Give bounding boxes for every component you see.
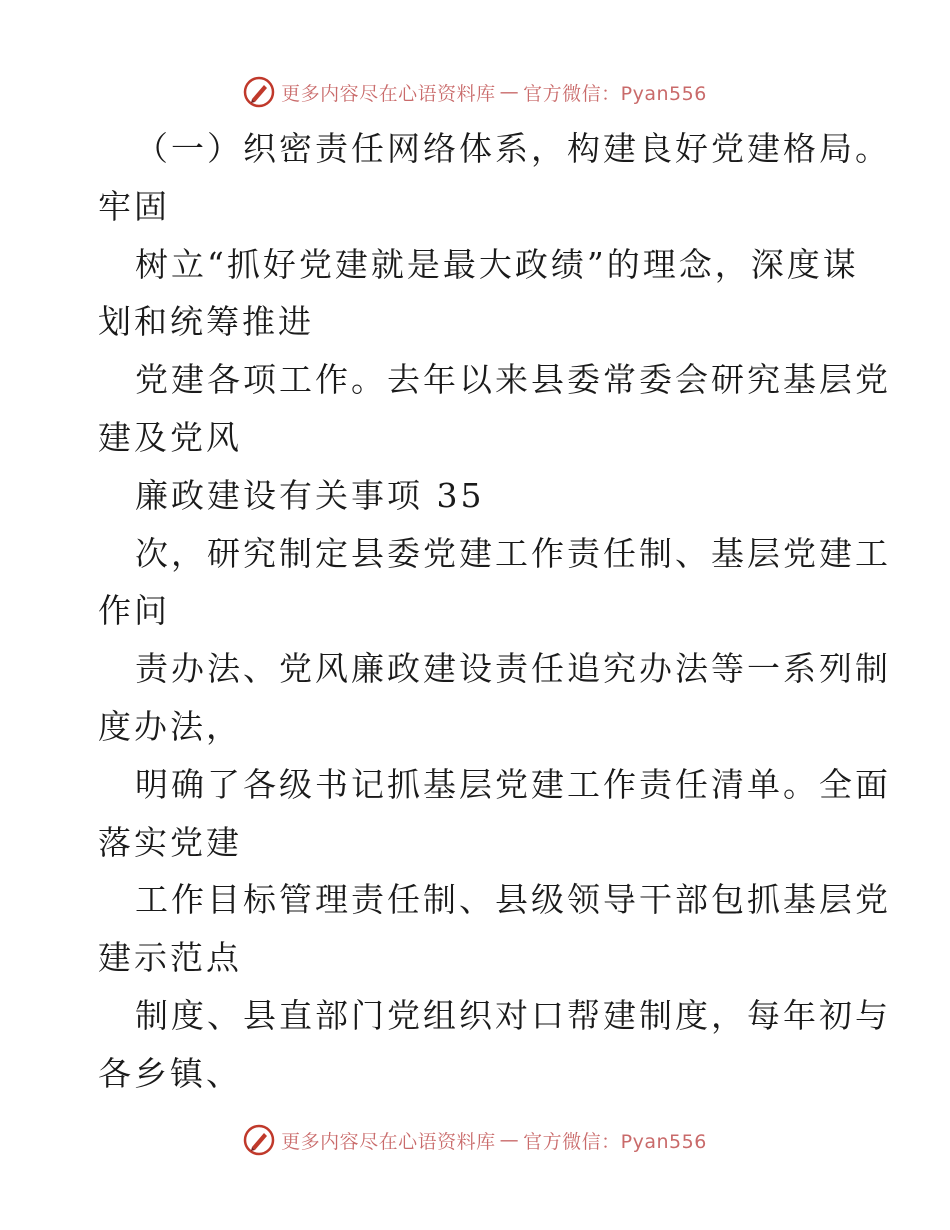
paragraph-line: 各乡镇、 [98,1053,242,1093]
paragraph-line: 制度、县直部门党组织对口帮建制度，每年初与 [135,995,891,1035]
paragraph-line: 工作目标管理责任制、县级领导干部包抓基层党 [135,880,891,920]
paragraph-line: （一）织密责任网络体系，构建良好党建格局。 [135,129,891,168]
watermark-contact: 官方微信：Pyan556 [523,82,707,105]
paragraph-line: 划和统筹推进 [98,302,314,342]
watermark-text: 更多内容尽在心语资料库 [281,1130,496,1153]
watermark-separator: — [499,1129,520,1151]
paragraph-line: 建及党风 [98,417,242,457]
paragraph-line: 落实党建 [98,822,242,862]
watermark-separator: — [499,81,520,103]
footer-watermark [0,1120,950,1160]
document-body [98,120,891,1103]
header-watermark [0,72,950,112]
paragraph-line: 明确了各级书记抓基层党建工作责任清单。全面 [135,764,891,804]
paragraph-line: 责办法、党风廉政建设责任追究办法等一系列制 [135,649,891,689]
watermark-text: 更多内容尽在心语资料库 [281,82,496,105]
paragraph-line: 党建各项工作。去年以来县委常委会研究基层党 [135,360,891,400]
paragraph-line: 廉政建设有关事项 35 [135,475,485,515]
watermark-contact: 官方微信：Pyan556 [523,1130,707,1153]
paragraph-line: 建示范点 [98,938,242,978]
paragraph-line: 度办法， [98,706,242,746]
paragraph-line: 树立“抓好党建就是最大政绩”的理念，深度谋 [135,244,859,284]
paragraph-line: 次，研究制定县委党建工作责任制、基层党建工 [135,533,891,573]
paragraph-line: 牢固 [98,186,170,226]
pen-logo-icon [243,1124,275,1156]
pen-logo-icon [243,76,275,108]
paragraph-line: 作问 [98,591,170,631]
